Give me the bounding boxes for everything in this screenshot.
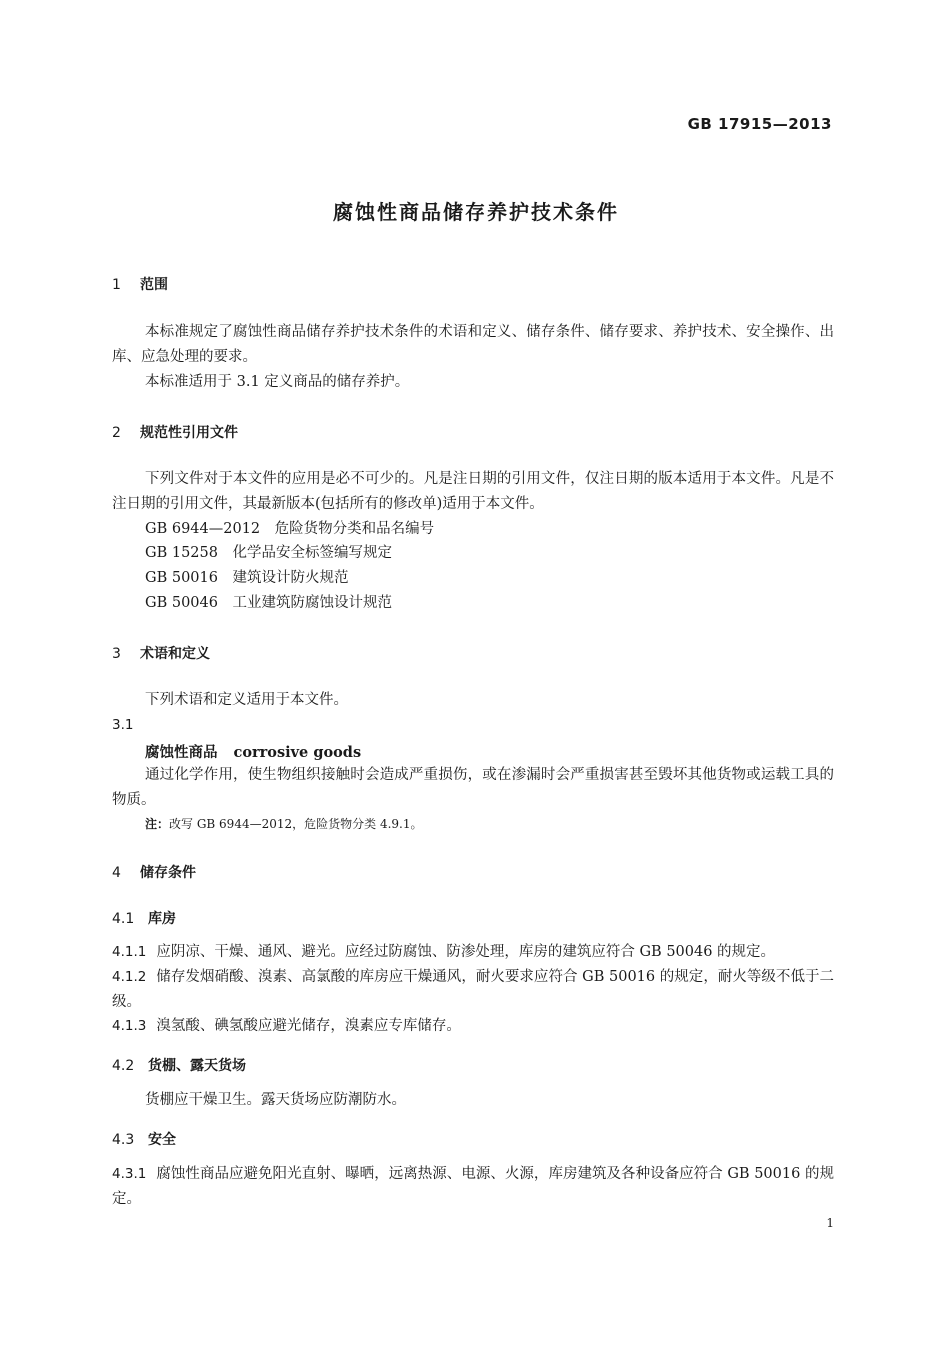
section-1-paragraph-1: 本标准规定了腐蚀性商品储存养护技术条件的术语和定义、储存条件、储存要求、养护技术、安全操作、出库、应急处理的要求。 xyxy=(112,324,834,365)
subsection-4-2-paragraph: 货棚应干燥卫生。露天货场应防潮防水。 xyxy=(145,1092,406,1108)
clause-number: 4.3.1 xyxy=(112,1166,147,1182)
subsection-4-2-heading xyxy=(112,1055,246,1075)
clause-number: 4.1.1 xyxy=(112,944,147,960)
page-number: 1 xyxy=(826,1216,834,1230)
subsection-title: 库房 xyxy=(148,911,176,927)
subsection-4-1-heading xyxy=(112,908,176,928)
term-note xyxy=(145,815,422,832)
section-title: 储存条件 xyxy=(140,865,196,881)
standard-code: GB 17915—2013 xyxy=(687,115,832,133)
section-title: 术语和定义 xyxy=(140,646,210,662)
subsection-number: 4.3 xyxy=(112,1132,135,1148)
reference-item: GB 50046 工业建筑防腐蚀设计规范 xyxy=(145,595,392,611)
section-title: 范围 xyxy=(140,277,168,293)
section-number: 2 xyxy=(112,425,121,441)
clause-text: 腐蚀性商品应避免阳光直射、曝晒，远离热源、电源、火源，库房建筑及各种设备应符合 GB 50016 的规定。 xyxy=(112,1166,834,1207)
clause-text: 应阴凉、干燥、通风、避光。应经过防腐蚀、防渗处理，库房的建筑应符合 GB 50046 的规定。 xyxy=(156,944,776,960)
subsection-4-3-heading xyxy=(112,1129,176,1149)
section-2-paragraph: 下列文件对于本文件的应用是必不可少的。凡是注日期的引用文件，仅注日期的版本适用于本文件。凡是不注日期的引用文件，其最新版本(包括所有的修改单)适用于本文件。 xyxy=(112,471,834,512)
section-title: 规范性引用文件 xyxy=(140,425,238,441)
reference-item: GB 6944—2012 危险货物分类和品名编号 xyxy=(145,521,435,537)
section-3-heading xyxy=(112,643,210,663)
term-definition: 通过化学作用，使生物组织接触时会造成严重损伤，或在渗漏时会严重损害甚至毁坏其他货物或运载工具的物质。 xyxy=(112,767,834,808)
section-number: 3 xyxy=(112,646,121,662)
section-2-heading xyxy=(112,422,238,442)
section-number: 1 xyxy=(112,277,121,293)
clause-4-1-2 xyxy=(112,965,834,1015)
clause-text: 溴氢酸、碘氢酸应避光储存，溴素应专库储存。 xyxy=(156,1018,461,1034)
clause-number: 4.1.3 xyxy=(112,1018,147,1034)
section-4-heading xyxy=(112,862,196,882)
clause-4-1-1 xyxy=(112,940,834,965)
clause-number: 4.1.2 xyxy=(112,969,147,985)
subsection-number: 4.1 xyxy=(112,911,135,927)
reference-item: GB 15258 化学品安全标签编写规定 xyxy=(145,545,392,561)
clause-text: 储存发烟硝酸、溴素、高氯酸的库房应干燥通风，耐火要求应符合 GB 50016 的规定，耐火等级不低于二级。 xyxy=(112,969,834,1010)
section-1-heading xyxy=(112,274,168,294)
reference-item: GB 50016 建筑设计防火规范 xyxy=(145,570,349,586)
term-entry xyxy=(145,741,361,762)
clause-4-3-1 xyxy=(112,1162,834,1212)
term-chinese: 腐蚀性商品 xyxy=(145,744,218,761)
subsection-number: 4.2 xyxy=(112,1058,135,1074)
document-title: 腐蚀性商品储存养护技术条件 xyxy=(333,200,619,224)
subsection-title: 货棚、露天货场 xyxy=(148,1058,246,1074)
term-number: 3.1 xyxy=(112,717,134,733)
subsection-title: 安全 xyxy=(148,1132,176,1148)
clause-4-1-3 xyxy=(112,1014,834,1039)
section-1-paragraph-2: 本标准适用于 3.1 定义商品的储存养护。 xyxy=(145,374,410,390)
note-text: 改写 GB 6944—2012，危险货物分类 4.9.1。 xyxy=(169,817,423,831)
term-english: corrosive goods xyxy=(233,744,362,761)
section-3-paragraph: 下列术语和定义适用于本文件。 xyxy=(145,692,348,708)
section-number: 4 xyxy=(112,865,121,881)
note-label: 注： xyxy=(145,817,170,831)
